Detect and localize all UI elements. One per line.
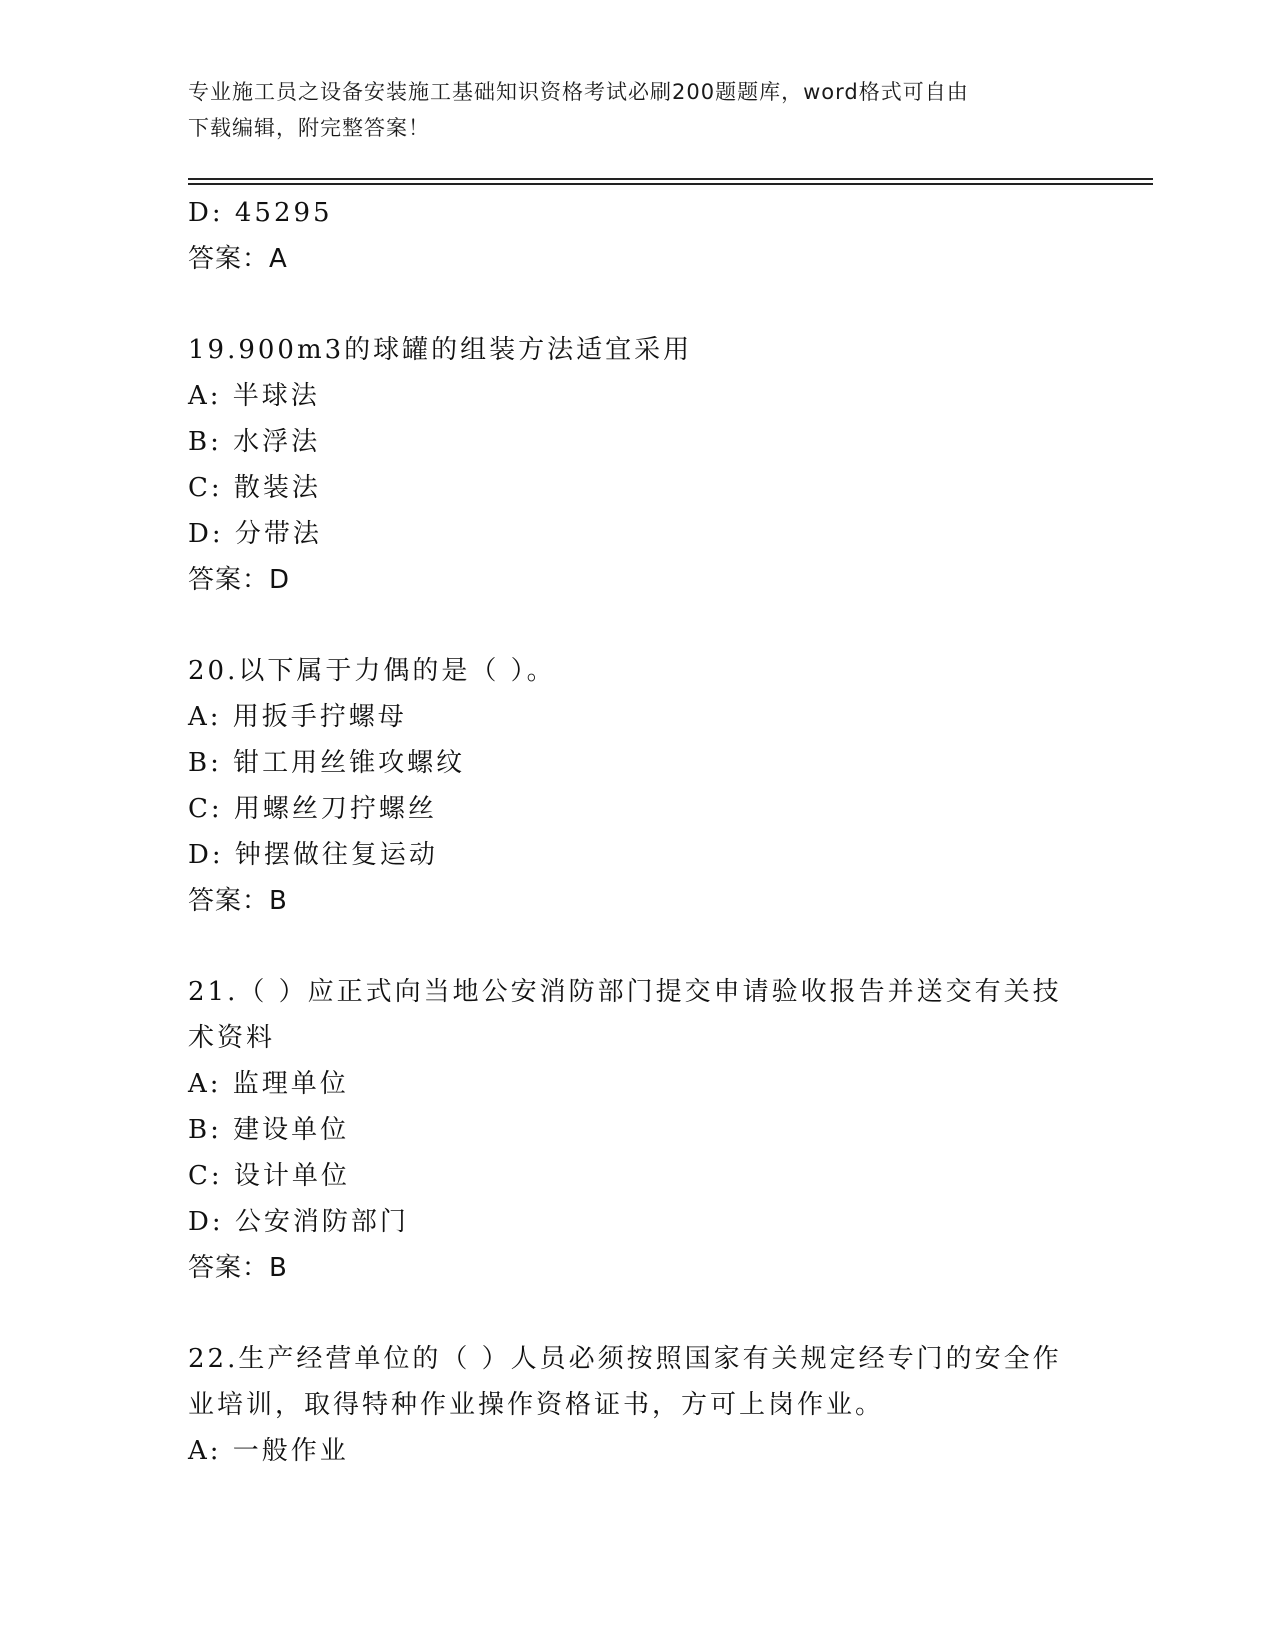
question-text-line-2: 术资料 <box>188 1023 276 1053</box>
option: C: 设计单位 <box>188 1161 350 1191</box>
question-text-line-1: 22.生产经营单位的（ ）人员必须按照国家有关规定经专门的安全作 <box>188 1344 1062 1374</box>
option: A: 一般作业 <box>188 1436 349 1466</box>
question-21 <box>188 969 1088 1291</box>
option: A: 半球法 <box>188 381 320 411</box>
option: A: 用扳手拧螺母 <box>188 702 407 732</box>
question-text: 20.以下属于力偶的是（ ）。 <box>188 656 556 686</box>
option: D: 公安消防部门 <box>188 1207 409 1237</box>
question-text-line-2: 业培训，取得特种作业操作资格证书，方可上岗作业。 <box>188 1390 885 1420</box>
answer: 答案：A <box>188 244 288 274</box>
option: A: 监理单位 <box>188 1069 349 1099</box>
header-line-1: 专业施工员之设备安装施工基础知识资格考试必刷200题题库，word格式可自由 <box>188 80 969 104</box>
answer: 答案：B <box>188 886 288 916</box>
question-20 <box>188 648 1088 924</box>
option: B: 钳工用丝锥攻螺纹 <box>188 748 466 778</box>
option: D: 分带法 <box>188 519 322 549</box>
option: C: 散装法 <box>188 473 321 503</box>
question-list <box>188 190 1088 1474</box>
option: B: 建设单位 <box>188 1115 350 1145</box>
question-text-line-1: 21.（ ）应正式向当地公安消防部门提交申请验收报告并送交有关技 <box>188 977 1062 1007</box>
question-19 <box>188 327 1088 603</box>
question-text: 19.900m3的球罐的组装方法适宜采用 <box>188 335 693 365</box>
option: C: 用螺丝刀拧螺丝 <box>188 794 437 824</box>
option: D: 45295 <box>188 198 333 228</box>
option: D: 钟摆做往复运动 <box>188 840 438 870</box>
answer: 答案：B <box>188 1253 288 1283</box>
question-22 <box>188 1336 1088 1474</box>
answer: 答案：D <box>188 565 291 595</box>
document-header <box>188 74 1068 146</box>
option: B: 水浮法 <box>188 427 321 457</box>
header-line-2: 下载编辑，附完整答案！ <box>188 116 430 140</box>
header-rule-bottom <box>188 183 1153 185</box>
header-rule-top <box>188 178 1153 180</box>
